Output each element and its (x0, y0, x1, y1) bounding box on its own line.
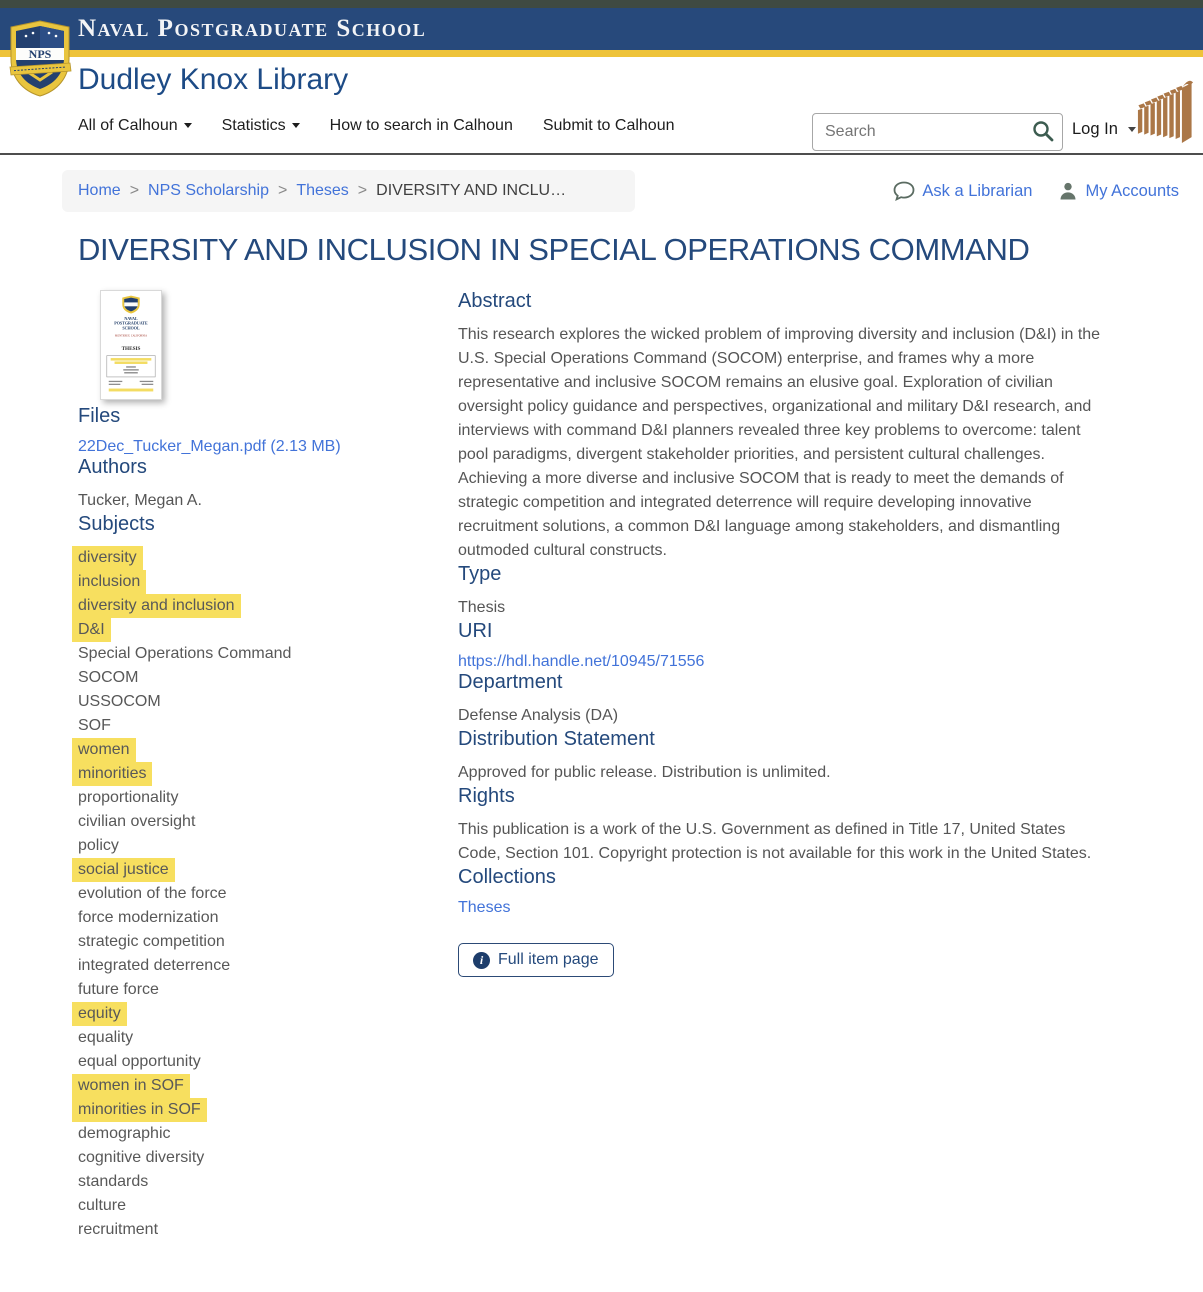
authors-heading: Authors (78, 456, 147, 478)
type-heading: Type (458, 563, 502, 585)
distribution-value: Approved for public release. Distribution is unlimited. (458, 764, 831, 781)
uri-link[interactable]: https://hdl.handle.net/10945/71556 (458, 653, 705, 670)
calhoun-logo[interactable] (1136, 73, 1194, 153)
abstract-text: This research explores the wicked problem of improving diversity and inclusion (D&I) in the U.S. Special Operations Command (SOCOM) enterprise, and frames why a more representative and inclusive SOCOM remains an elusive goal. Exploration of civilian oversight policy guidance and perspectives, organizational and military D&I research, and interviews with command D&I planners revealed three key problems to overcome: talent pool paradigms, divergent stakeholder priorities, and persistent cultural challenges. Achieving a more diverse and inclusive SOCOM that is ready to meet the demands of strategic competition and integrated deterrence will require developing innovative recruitment solutions, a common D&I language among stakeholders, and dismantling outmoded cultural constructs. (458, 326, 1101, 559)
search-box (812, 113, 1063, 151)
nav-item[interactable] (222, 117, 300, 135)
my-accounts-label: My Accounts (1085, 181, 1179, 200)
collection-theses-link[interactable]: Theses (458, 899, 511, 916)
thumb-text-school: SCHOOL (122, 325, 140, 331)
subject-term: standards (78, 1173, 149, 1190)
subject-term: social justice (72, 858, 175, 882)
subject-term: diversity (72, 546, 143, 570)
subject-term: demographic (78, 1125, 171, 1142)
subject-term: evolution of the force (78, 885, 227, 902)
department-heading: Department (458, 671, 563, 693)
my-accounts-link[interactable] (1058, 181, 1179, 201)
top-strip (0, 0, 1203, 8)
subject-term: SOCOM (78, 669, 139, 686)
breadcrumb (62, 170, 635, 212)
nav-item-label: Submit to Calhoun (542, 117, 675, 134)
breadcrumb-link[interactable]: Theses (296, 182, 349, 199)
rights-text: This publication is a work of the U.S. Government as defined in Title 17, United States Code, Section 101. Copyright protection is not available for this work in the United States. (458, 821, 1092, 862)
subject-term: D&I (72, 618, 111, 642)
file-download-link[interactable]: 22Dec_Tucker_Megan.pdf (2.13 MB) (78, 438, 341, 455)
rights-heading: Rights (458, 785, 515, 807)
chevron-down-icon (292, 123, 300, 128)
banner-bar (0, 8, 1203, 50)
gold-stripe (0, 50, 1203, 57)
subject-term: equity (72, 1002, 127, 1026)
search-input[interactable] (812, 113, 1063, 151)
search-icon (1031, 119, 1055, 143)
thesis-cover-image (100, 290, 162, 400)
nps-crest-logo[interactable] (8, 20, 72, 98)
page-title: DIVERSITY AND INCLUSION IN SPECIAL OPERATIONS COMMAND (78, 232, 1030, 267)
chat-bubble-icon (893, 181, 915, 201)
subject-term: equality (78, 1029, 134, 1046)
subject-term: diversity and inclusion (72, 594, 241, 618)
item-sidebar (78, 290, 458, 1242)
info-icon: i (473, 952, 490, 969)
subject-term: recruitment (78, 1221, 159, 1238)
utility-links (893, 181, 1179, 201)
breadcrumb-item (296, 182, 367, 200)
nav-item[interactable] (330, 117, 513, 135)
breadcrumb-link[interactable]: DIVERSITY AND INCLU… (376, 182, 567, 199)
subject-term: strategic competition (78, 933, 225, 950)
thumb-text-monterey: MONTEREY, CALIFORNIA (114, 334, 148, 338)
subject-term: civilian oversight (78, 813, 196, 830)
login-menu[interactable] (1072, 120, 1136, 139)
crest-nps-text: NPS (28, 47, 52, 61)
subject-term: women (72, 738, 136, 762)
main-nav (78, 117, 675, 135)
nav-item[interactable] (78, 117, 192, 135)
nav-item-label: How to search in Calhoun (329, 117, 513, 134)
item-details (458, 290, 1103, 977)
subject-term: SOF (78, 717, 111, 734)
subject-term: minorities (72, 762, 152, 786)
thumb-text-thesis: THESIS (121, 345, 141, 352)
subject-term: culture (78, 1197, 127, 1214)
nav-item-label: All of Calhoun (78, 117, 178, 134)
subject-term: USSOCOM (78, 693, 161, 710)
nav-item[interactable] (543, 117, 675, 135)
uri-heading: URI (458, 620, 493, 642)
search-button[interactable] (1029, 119, 1057, 145)
thumb-text-postgraduate: POSTGRADUATE (114, 320, 148, 326)
abstract-heading: Abstract (458, 290, 532, 312)
subjects-list (78, 546, 458, 1242)
type-value: Thesis (458, 599, 506, 616)
subject-term: inclusion (72, 570, 146, 594)
collections-heading: Collections (458, 866, 556, 888)
subjects-heading: Subjects (78, 513, 155, 535)
user-icon (1058, 181, 1078, 201)
author-name: Tucker, Megan A. (78, 492, 202, 509)
breadcrumb-item (78, 182, 139, 200)
department-value: Defense Analysis (DA) (458, 707, 619, 724)
breadcrumb-separator: > (129, 182, 140, 199)
distribution-heading: Distribution Statement (458, 728, 655, 750)
subject-term: proportionality (78, 789, 179, 806)
full-item-page-button[interactable] (458, 943, 614, 977)
subject-term: Special Operations Command (78, 645, 292, 662)
library-title: Dudley Knox Library (78, 63, 349, 96)
thumb-text-naval: NAVAL (124, 315, 138, 321)
subject-term: force modernization (78, 909, 219, 926)
subject-term: equal opportunity (78, 1053, 201, 1070)
breadcrumb-separator: > (357, 182, 368, 199)
subject-term: future force (78, 981, 159, 998)
school-name: Naval Postgraduate School (78, 15, 427, 42)
login-label: Log In (1072, 120, 1118, 138)
subject-term: integrated deterrence (78, 957, 231, 974)
subject-term: women in SOF (72, 1074, 190, 1098)
subject-term: minorities in SOF (72, 1098, 207, 1122)
breadcrumb-item (376, 182, 566, 200)
breadcrumb-link[interactable]: NPS Scholarship (148, 182, 269, 199)
library-header (0, 57, 1203, 155)
breadcrumb-separator: > (277, 182, 288, 199)
breadcrumb-link[interactable]: Home (78, 182, 121, 199)
breadcrumb-item (148, 182, 287, 200)
ask-a-librarian-label: Ask a Librarian (922, 181, 1033, 200)
files-heading: Files (78, 405, 121, 427)
subject-term: policy (78, 837, 119, 854)
subject-term: cognitive diversity (78, 1149, 205, 1166)
nav-item-label: Statistics (221, 117, 286, 134)
thesis-thumbnail[interactable] (100, 290, 162, 400)
chevron-down-icon (184, 123, 192, 128)
ask-a-librarian-link[interactable] (893, 181, 1032, 201)
full-item-page-label: Full item page (498, 951, 599, 968)
